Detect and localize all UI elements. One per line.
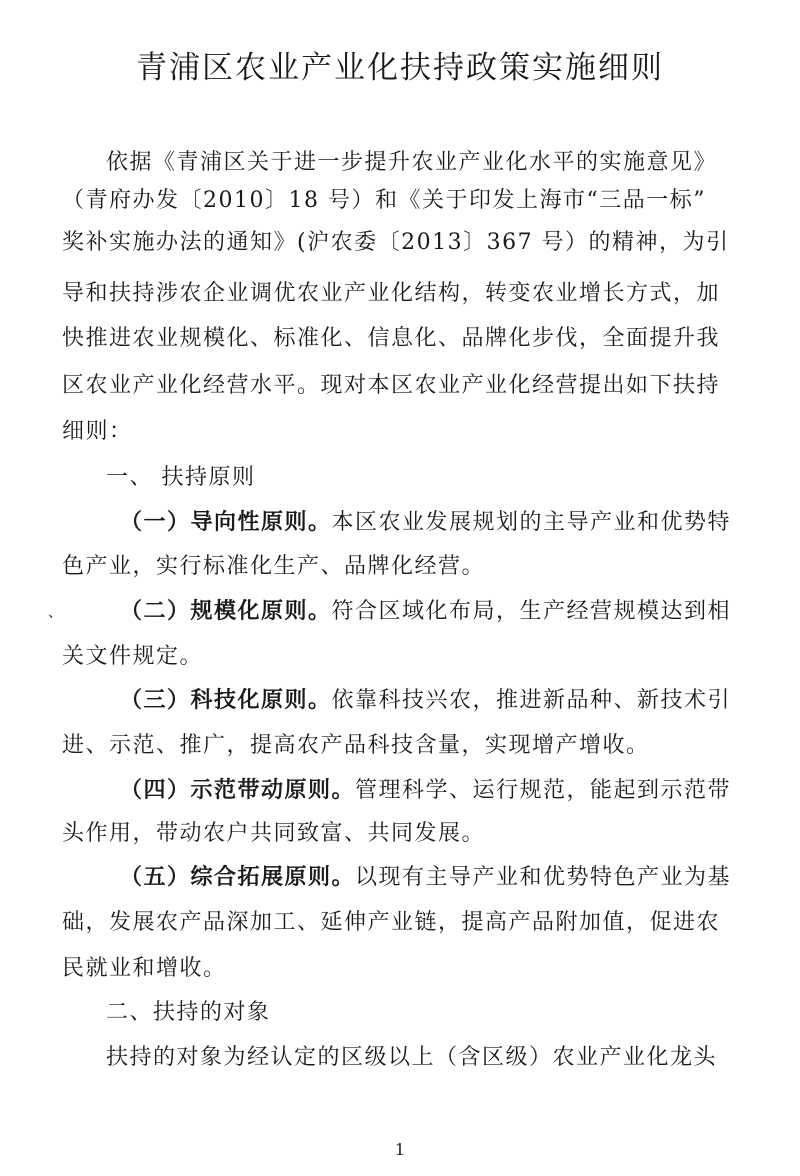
principle-paragraph xyxy=(62,776,800,806)
intro-line: 区农业产业化经营水平。现对本区农业产业化经营提出如下扶持 xyxy=(62,373,721,398)
intro-line: 细则： xyxy=(62,419,133,444)
intro-line: 依据《青浦区关于进一步提升农业产业化水平的实施意见》 xyxy=(106,150,718,175)
principle-label: （三）科技化原则。 xyxy=(120,688,332,713)
intro-line: （青府办发〔2010〕18 号）和《关于印发上海市“三品一标” xyxy=(62,188,706,213)
principle-text: 管理科学、运行规范，能起到示范带 xyxy=(355,778,732,803)
principle-text: 民就业和增收。 xyxy=(62,956,227,981)
principle-paragraph xyxy=(62,863,800,893)
principle-text: 关文件规定。 xyxy=(62,644,204,669)
section-heading-targets: 二、扶持的对象 xyxy=(106,1000,271,1025)
document-title: 青浦区农业产业化扶持政策实施细则 xyxy=(136,50,664,86)
page-number: 1 xyxy=(394,1140,406,1159)
principle-text: 本区农业发展规划的主导产业和优势特 xyxy=(331,510,732,535)
intro-line: 导和扶持涉农企业调优农业产业化结构，转变农业增长方式，加 xyxy=(62,281,721,306)
section-heading-principles: 一、 扶持原则 xyxy=(106,465,256,490)
intro-line: 快推进农业规模化、标准化、信息化、品牌化步伐，全面提升我 xyxy=(62,326,721,351)
stray-mark: 、 xyxy=(48,605,62,621)
principle-text: 头作用，带动农户共同致富、共同发展。 xyxy=(62,821,486,846)
principle-text: 进、示范、推广，提高农产品科技含量，实现增产增收。 xyxy=(62,733,650,758)
principle-paragraph xyxy=(62,597,800,627)
principle-label: （一）导向性原则。 xyxy=(120,510,332,535)
intro-line: 奖补实施办法的通知》(沪农委〔2013〕367 号）的精神，为引 xyxy=(62,230,730,255)
principle-text: 以现有主导产业和优势特色产业为基 xyxy=(355,865,732,890)
principle-label: （四）示范带动原则。 xyxy=(120,778,356,803)
principle-text: 符合区域化布局，生产经营规模达到相 xyxy=(331,599,732,624)
principle-paragraph xyxy=(62,508,800,538)
principle-text: 色产业，实行标准化生产、品牌化经营。 xyxy=(62,554,486,579)
principle-label: （二）规模化原则。 xyxy=(120,599,332,624)
principle-label: （五）综合拓展原则。 xyxy=(120,865,356,890)
section-body-line: 扶持的对象为经认定的区级以上（含区级）农业产业化龙头 xyxy=(106,1045,718,1070)
principle-paragraph xyxy=(62,686,800,716)
principle-text: 础，发展农产品深加工、延伸产业链，提高产品附加值，促进农 xyxy=(62,910,721,935)
principle-text: 依靠科技兴农，推进新品种、新技术引 xyxy=(331,688,732,713)
